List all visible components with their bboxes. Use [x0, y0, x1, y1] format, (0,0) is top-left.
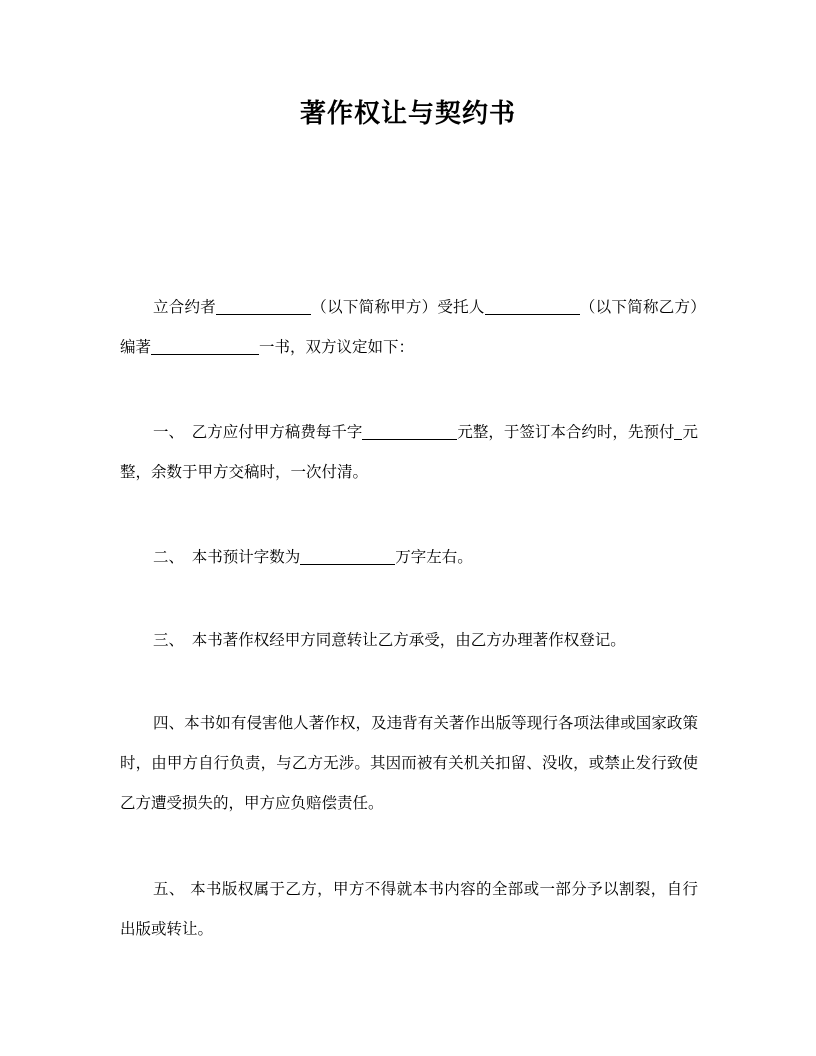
clause-2-text-1: 二、 本书预计字数为: [153, 548, 301, 566]
intro-text-1: 立合约者: [153, 298, 217, 316]
fee-per-thousand-blank[interactable]: [362, 423, 457, 440]
clause-1-text-1: 一、 乙方应付甲方稿费每千字: [153, 423, 363, 441]
clause-2-paragraph: [120, 537, 698, 577]
intro-paragraph: [120, 287, 698, 367]
clause-5-paragraph: 五、 本书版权属于乙方，甲方不得就本书内容的全部或一部分予以割裂，自行出版或转让。: [120, 880, 698, 938]
clause-2-text-2: 万字左右。: [395, 548, 473, 566]
clause-1-text-2: 元整，于签订本合约时，先预付: [457, 423, 675, 441]
document-title: 著作权让与契约书: [299, 99, 516, 129]
book-title-blank[interactable]: [151, 338, 259, 355]
intro-text-2: （以下简称甲方）受托人: [311, 298, 485, 316]
intro-text-4: 一书，双方议定如下：: [259, 338, 415, 356]
intro-text-3: （以下简称乙方）编著: [120, 298, 698, 356]
clause-4-paragraph: 四、本书如有侵害他人著作权，及违背有关著作出版等现行各项法律或国家政策时，由甲方自行负责，与乙方无涉。其因而被有关机关扣留、没收，或禁止发行致使乙方遭受损失的，甲方应负赔偿责任。: [120, 714, 698, 812]
word-count-blank[interactable]: [300, 548, 395, 565]
party-a-blank[interactable]: [216, 298, 311, 315]
clause-1-text-3: 元整，余数于甲方交稿时，一次付清。: [120, 423, 698, 481]
party-b-blank[interactable]: [485, 298, 580, 315]
clause-3-paragraph: 三、 本书著作权经甲方同意转让乙方承受，由乙方办理著作权登记。: [153, 631, 626, 649]
clause-1-paragraph: [120, 412, 698, 492]
